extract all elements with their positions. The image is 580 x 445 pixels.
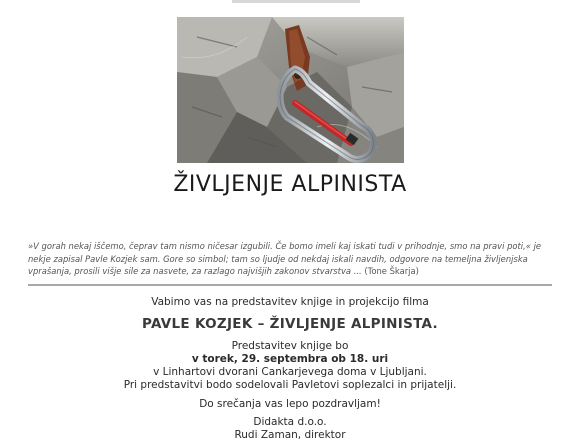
film-title: PAVLE KOZJEK – ŽIVLJENJE ALPINISTA. <box>142 316 438 332</box>
details-participants: Pri predstavitvi bodo sodelovali Pavletovi soplezalci in prijatelji. <box>123 379 457 391</box>
divider <box>28 284 552 286</box>
invite-line: Vabimo vas na predstavitev knjige in projekcijo filma <box>151 296 429 308</box>
quote-paragraph <box>28 240 554 278</box>
carabiner-photo-illustration <box>177 17 404 163</box>
greeting: Do srečanja vas lepo pozdravljam! <box>199 398 381 410</box>
details-date: v torek, 29. septembra ob 18. uri <box>191 353 389 365</box>
signature-company: Didakta d.o.o. <box>253 416 327 428</box>
signature-block <box>0 416 580 442</box>
top-cut-banner <box>232 0 360 3</box>
details-line-1: Predstavitev knjige bo <box>231 340 349 352</box>
quote-author: (Tone Škarja) <box>364 266 419 276</box>
event-details <box>0 340 580 392</box>
poster-title: ŽIVLJENJE ALPINISTA <box>173 172 407 197</box>
quote-text: »V gorah nekaj iščemo, čeprav tam nismo ničesar izgubili. Če bomo imeli kaj iskati tudi v prihodnje, smo na pravi poti,« je nekje zapisal Pavle Kozjek sam. Gore so simbol; tam so ljudje od nekdaj iskali navdih, odgovore na temeljna življenjska vprašanja, prosili višje sile za nasvete, za razlago najvišjih zakonov stvarstva ... <box>28 241 542 276</box>
details-venue: v Linhartovi dvorani Cankarjevega doma v Ljubljani. <box>153 366 427 378</box>
carabiner-photo <box>177 17 404 163</box>
signature-name: Rudi Zaman, direktor <box>234 429 346 441</box>
